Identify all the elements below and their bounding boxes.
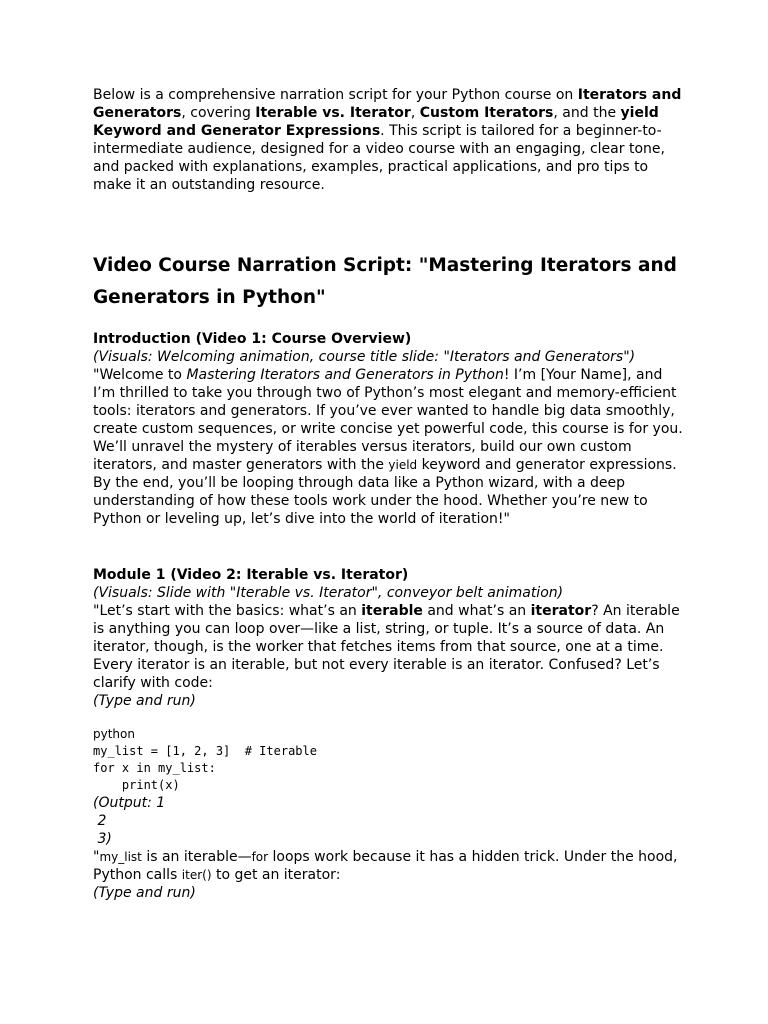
type-and-run-note: (Type and run) — [93, 693, 196, 709]
introduction-visuals: (Visuals: Welcoming animation, course title slide: "Iterators and Generators") — [93, 349, 636, 365]
bold-iterator: iterator — [530, 603, 592, 619]
output-line: (Output: 1 — [93, 795, 166, 811]
narration-text: "Let’s start with the basics: what’s an — [93, 603, 362, 619]
intro-paragraph — [93, 86, 683, 194]
section-spacer — [93, 528, 683, 566]
intro-text: Below is a comprehensive narration script for your Python course on — [93, 87, 578, 103]
inline-code-for: for — [251, 850, 269, 864]
narration-text: ? An iterable is anything you can loop over—like a list, string, or tuple. It’s a source of data. An iterator, though, is the worker that fetches items from that source, one at a time. Every iterator is an iterable, but not every iterable is an iterator. Confused? Let’s clarify with code: — [93, 603, 680, 691]
course-title-italic: Mastering Iterators and Generators in Python — [186, 367, 504, 383]
type-and-run-note: (Type and run) — [93, 885, 196, 901]
intro-bold-yield: yield Keyword and Generator Expressions — [93, 105, 659, 139]
narration-text: loops work because it has a hidden trick. Under the hood, Python calls — [93, 849, 678, 883]
inline-code-iter: iter() — [181, 868, 212, 882]
module1-heading: Module 1 (Video 2: Iterable vs. Iterator) — [93, 567, 409, 583]
module1-visuals: (Visuals: Slide with "Iterable vs. Iterator", conveyor belt animation) — [93, 585, 564, 601]
inline-code-my-list: my_list — [99, 850, 142, 864]
narration-text: " — [93, 849, 100, 865]
inline-code-yield: yield — [388, 458, 418, 472]
code-line: for x in my_list: — [93, 761, 216, 775]
module1-narration-continued — [93, 848, 683, 884]
narration-text: "Welcome to — [93, 367, 187, 383]
intro-text: , and the — [553, 105, 621, 121]
bold-iterable: iterable — [361, 603, 423, 619]
introduction-heading: Introduction (Video 1: Course Overview) — [93, 331, 412, 347]
narration-text: to get an iterator: — [211, 867, 341, 883]
output-line: 2 — [93, 813, 107, 829]
intro-bold-custom: Custom Iterators — [419, 105, 554, 121]
code-line: print(x) — [93, 778, 180, 792]
document-title: Video Course Narration Script: "Mastering Iterators and Generators in Python" — [93, 255, 677, 308]
intro-bold-iterable: Iterable vs. Iterator — [255, 105, 411, 121]
intro-text: , — [410, 105, 420, 121]
narration-text: is an iterable— — [141, 849, 252, 865]
introduction-narration — [93, 366, 683, 528]
intro-text: , covering — [181, 105, 256, 121]
code-line: my_list = [1, 2, 3] # Iterable — [93, 744, 317, 758]
code-language-label: python — [93, 727, 135, 741]
module1-narration — [93, 602, 683, 692]
output-line: 3) — [93, 831, 112, 847]
document-page — [93, 86, 683, 902]
code-block — [93, 726, 683, 794]
intro-text: . This script is tailored for a beginner-to-intermediate audience, designed for a video course with an engaging, clear tone, and packed with explanations, examples, practical applications, and pro tips to make it an outstanding resource. — [93, 123, 665, 193]
narration-text: ! I’m [Your Name], and I’m thrilled to take you through two of Python’s most elegant and memory-efficient tools: iterators and generators. If you’ve ever wanted to handle big data smoothly, create custom sequences, or write concise yet powerful code, this course is for you. We’ll unravel the mystery of iterables versus iterators, build our own custom iterators, and master generators with the — [93, 367, 683, 473]
narration-text: keyword and generator expressions. By the end, you’ll be looping through data like a Python wizard, with a deep understanding of how these tools work under the hood. Whether you’re new to Python or leveling up, let’s dive into the world of iteration!" — [93, 457, 677, 527]
narration-text: and what’s an — [422, 603, 531, 619]
intro-bold-topic: Iterators and Generators — [93, 87, 682, 121]
